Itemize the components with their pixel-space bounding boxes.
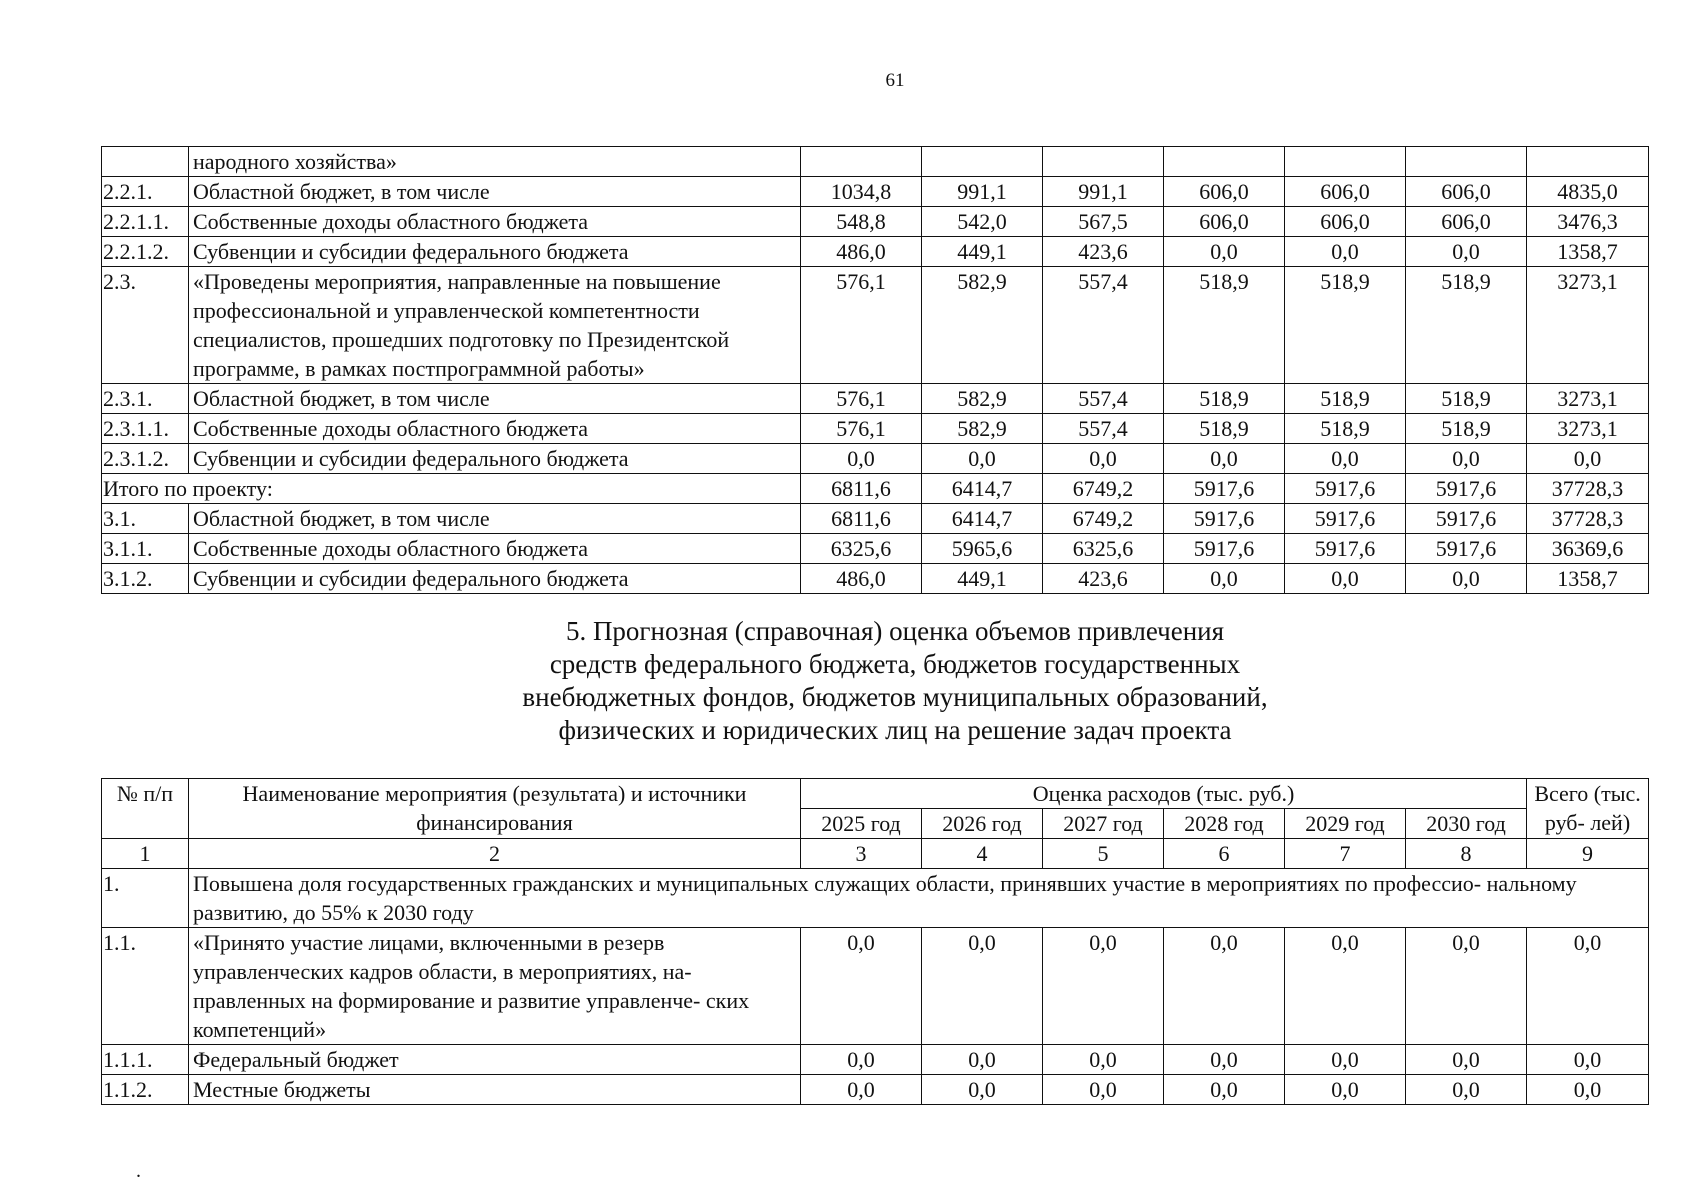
value-cell: 0,0 <box>1164 237 1285 267</box>
value-cell: 0,0 <box>922 1045 1043 1075</box>
value-cell: 0,0 <box>1164 928 1285 1045</box>
column-index: 7 <box>1285 839 1406 869</box>
row-name: Субвенции и субсидии федерального бюджета <box>189 444 801 474</box>
funding-table-header <box>102 779 1649 839</box>
value-cell: 606,0 <box>1285 207 1406 237</box>
value-cell: 518,9 <box>1164 384 1285 414</box>
value-cell: 606,0 <box>1285 177 1406 207</box>
value-cell <box>1285 147 1406 177</box>
row-name: Собственные доходы областного бюджета <box>189 534 801 564</box>
page-number: 61 <box>885 70 905 91</box>
value-cell <box>922 147 1043 177</box>
value-cell: 37728,3 <box>1527 474 1649 504</box>
table-row <box>102 237 1649 267</box>
value-cell: 449,1 <box>922 237 1043 267</box>
row-name: Собственные доходы областного бюджета <box>189 414 801 444</box>
value-cell: 542,0 <box>922 207 1043 237</box>
value-cell: 991,1 <box>922 177 1043 207</box>
value-cell: 0,0 <box>1406 1045 1527 1075</box>
total-row <box>102 474 1649 504</box>
row-code: 2.2.1.1. <box>102 207 189 237</box>
value-cell: 518,9 <box>1406 267 1527 384</box>
table-row <box>102 414 1649 444</box>
value-cell: 0,0 <box>1527 444 1649 474</box>
table-row <box>102 384 1649 414</box>
value-cell: 0,0 <box>801 928 922 1045</box>
column-index: 9 <box>1527 839 1649 869</box>
value-cell: 0,0 <box>801 444 922 474</box>
value-cell: 486,0 <box>801 237 922 267</box>
column-index: 3 <box>801 839 922 869</box>
value-cell: 548,8 <box>801 207 922 237</box>
value-cell: 0,0 <box>1164 1075 1285 1105</box>
value-cell: 606,0 <box>1406 177 1527 207</box>
table-row <box>102 504 1649 534</box>
row-code: 1.1. <box>102 928 189 1045</box>
value-cell: 0,0 <box>1527 1045 1649 1075</box>
value-cell: 0,0 <box>1043 928 1164 1045</box>
value-cell: 5917,6 <box>1164 474 1285 504</box>
value-cell <box>1527 147 1649 177</box>
row-code: 1.1.1. <box>102 1045 189 1075</box>
value-cell: 5917,6 <box>1406 474 1527 504</box>
value-cell: 557,4 <box>1043 414 1164 444</box>
header-number: № п/п <box>102 779 189 839</box>
row-name: «Принято участие лицами, включенными в резерв управленческих кадров области, в мероприятиях, на- правленных на формирование и развитие управленче- ских компетенций» <box>189 928 801 1045</box>
header-name: Наименование мероприятия (результата) и источники финансирования <box>189 779 801 839</box>
value-cell: 5917,6 <box>1406 534 1527 564</box>
value-cell: 518,9 <box>1285 267 1406 384</box>
value-cell: 557,4 <box>1043 267 1164 384</box>
value-cell: 5917,6 <box>1164 534 1285 564</box>
funding-estimate-table <box>101 778 1649 1105</box>
table-row <box>102 177 1649 207</box>
row-code: 2.3.1.1. <box>102 414 189 444</box>
value-cell: 0,0 <box>1406 564 1527 594</box>
row-code: 2.2.1.2. <box>102 237 189 267</box>
row-name: Местные бюджеты <box>189 1075 801 1105</box>
value-cell: 518,9 <box>1164 414 1285 444</box>
value-cell: 5965,6 <box>922 534 1043 564</box>
value-cell: 582,9 <box>922 414 1043 444</box>
value-cell: 0,0 <box>1164 444 1285 474</box>
value-cell: 5917,6 <box>1164 504 1285 534</box>
value-cell: 0,0 <box>1164 1045 1285 1075</box>
value-cell: 5917,6 <box>1285 534 1406 564</box>
column-index: 6 <box>1164 839 1285 869</box>
row-name: Субвенции и субсидии федерального бюджета <box>189 564 801 594</box>
value-cell: 0,0 <box>922 444 1043 474</box>
value-cell: 6811,6 <box>801 504 922 534</box>
value-cell: 3273,1 <box>1527 267 1649 384</box>
value-cell: 36369,6 <box>1527 534 1649 564</box>
value-cell: 5917,6 <box>1285 474 1406 504</box>
header-year: 2030 год <box>1406 809 1527 839</box>
row-code: 2.2.1. <box>102 177 189 207</box>
table-row <box>102 534 1649 564</box>
column-index: 4 <box>922 839 1043 869</box>
value-cell: 0,0 <box>1527 928 1649 1045</box>
value-cell: 486,0 <box>801 564 922 594</box>
value-cell: 582,9 <box>922 384 1043 414</box>
value-cell: 576,1 <box>801 414 922 444</box>
value-cell: 6811,6 <box>801 474 922 504</box>
value-cell: 576,1 <box>801 267 922 384</box>
value-cell <box>1164 147 1285 177</box>
column-index: 5 <box>1043 839 1164 869</box>
value-cell: 1034,8 <box>801 177 922 207</box>
row-name: Собственные доходы областного бюджета <box>189 207 801 237</box>
section-title-line: 5. Прогнозная (справочная) оценка объемов привлечения <box>565 616 1225 646</box>
row-name: народного хозяйства» <box>189 147 801 177</box>
section-row-text: Повышена доля государственных гражданских и муниципальных служащих области, принявших участие в мероприятиях по профессио- нальному развитию, до 55% к 2030 году <box>189 869 1649 928</box>
row-code: 3.1. <box>102 504 189 534</box>
value-cell: 6414,7 <box>922 504 1043 534</box>
value-cell: 5917,6 <box>1406 504 1527 534</box>
value-cell: 6325,6 <box>801 534 922 564</box>
row-code: 1. <box>102 869 189 928</box>
value-cell: 0,0 <box>1043 444 1164 474</box>
value-cell: 576,1 <box>801 384 922 414</box>
row-name: Областной бюджет, в том числе <box>189 177 801 207</box>
value-cell: 518,9 <box>1285 384 1406 414</box>
value-cell: 518,9 <box>1406 384 1527 414</box>
value-cell: 423,6 <box>1043 237 1164 267</box>
value-cell: 0,0 <box>1285 444 1406 474</box>
value-cell: 557,4 <box>1043 384 1164 414</box>
row-code: 3.1.2. <box>102 564 189 594</box>
section-row <box>102 869 1649 928</box>
value-cell: 0,0 <box>1043 1075 1164 1105</box>
stray-mark: . <box>136 1160 141 1182</box>
row-code <box>102 147 189 177</box>
row-name: Областной бюджет, в том числе <box>189 384 801 414</box>
value-cell: 0,0 <box>1285 928 1406 1045</box>
value-cell: 1358,7 <box>1527 237 1649 267</box>
value-cell: 6749,2 <box>1043 504 1164 534</box>
value-cell: 3273,1 <box>1527 414 1649 444</box>
value-cell: 0,0 <box>1043 1045 1164 1075</box>
value-cell <box>1043 147 1164 177</box>
column-index: 2 <box>189 839 801 869</box>
row-name: Федеральный бюджет <box>189 1045 801 1075</box>
table-row <box>102 928 1649 1045</box>
value-cell <box>1406 147 1527 177</box>
value-cell: 0,0 <box>1406 444 1527 474</box>
column-index: 1 <box>102 839 189 869</box>
column-index-row <box>102 839 1649 869</box>
row-code: 2.3. <box>102 267 189 384</box>
section-title-line: внебюджетных фондов, бюджетов муниципальных образований, <box>522 682 1268 712</box>
value-cell: 0,0 <box>1164 564 1285 594</box>
header-total: Всего (тыс. руб- лей) <box>1527 779 1649 839</box>
row-code: 3.1.1. <box>102 534 189 564</box>
value-cell: 0,0 <box>1285 237 1406 267</box>
budget-table-body <box>102 147 1649 594</box>
value-cell: 518,9 <box>1406 414 1527 444</box>
section-title-line: средств федерального бюджета, бюджетов государственных <box>549 649 1241 679</box>
total-label: Итого по проекту: <box>102 474 801 504</box>
funding-table-body <box>102 839 1649 1105</box>
header-year: 2026 год <box>922 809 1043 839</box>
value-cell: 518,9 <box>1164 267 1285 384</box>
table-row <box>102 147 1649 177</box>
value-cell: 606,0 <box>1406 207 1527 237</box>
table-row <box>102 207 1649 237</box>
value-cell: 37728,3 <box>1527 504 1649 534</box>
value-cell: 567,5 <box>1043 207 1164 237</box>
header-year: 2029 год <box>1285 809 1406 839</box>
table-row <box>102 1045 1649 1075</box>
row-name: Субвенции и субсидии федерального бюджета <box>189 237 801 267</box>
header-expense-estimate: Оценка расходов (тыс. руб.) <box>801 779 1527 809</box>
value-cell: 449,1 <box>922 564 1043 594</box>
value-cell: 6749,2 <box>1043 474 1164 504</box>
value-cell: 0,0 <box>1285 1075 1406 1105</box>
value-cell: 0,0 <box>1285 1045 1406 1075</box>
value-cell: 1358,7 <box>1527 564 1649 594</box>
table-row <box>102 444 1649 474</box>
value-cell: 0,0 <box>801 1045 922 1075</box>
value-cell: 3476,3 <box>1527 207 1649 237</box>
row-code: 1.1.2. <box>102 1075 189 1105</box>
value-cell: 0,0 <box>1406 1075 1527 1105</box>
value-cell: 0,0 <box>922 928 1043 1045</box>
value-cell: 606,0 <box>1164 177 1285 207</box>
section-title-line: физических и юридических лиц на решение задач проекта <box>558 715 1232 745</box>
row-name: «Проведены мероприятия, направленные на повышение профессиональной и управленческой компетентности специалистов, прошедших подготовку по Президентской программе, в рамках постпрограммной работы» <box>189 267 801 384</box>
value-cell: 0,0 <box>922 1075 1043 1105</box>
value-cell: 991,1 <box>1043 177 1164 207</box>
value-cell: 582,9 <box>922 267 1043 384</box>
value-cell: 606,0 <box>1164 207 1285 237</box>
value-cell: 0,0 <box>1406 237 1527 267</box>
table-row <box>102 267 1649 384</box>
value-cell: 4835,0 <box>1527 177 1649 207</box>
header-year: 2028 год <box>1164 809 1285 839</box>
value-cell: 423,6 <box>1043 564 1164 594</box>
header-year: 2025 год <box>801 809 922 839</box>
table-row <box>102 564 1649 594</box>
value-cell: 0,0 <box>1406 928 1527 1045</box>
row-name: Областной бюджет, в том числе <box>189 504 801 534</box>
value-cell: 6414,7 <box>922 474 1043 504</box>
row-code: 2.3.1. <box>102 384 189 414</box>
budget-table-continued <box>101 146 1649 594</box>
row-code: 2.3.1.2. <box>102 444 189 474</box>
value-cell: 3273,1 <box>1527 384 1649 414</box>
column-index: 8 <box>1406 839 1527 869</box>
value-cell: 0,0 <box>801 1075 922 1105</box>
value-cell: 0,0 <box>1285 564 1406 594</box>
value-cell <box>801 147 922 177</box>
table-row <box>102 1075 1649 1105</box>
section-title <box>0 615 1700 747</box>
value-cell: 6325,6 <box>1043 534 1164 564</box>
header-year: 2027 год <box>1043 809 1164 839</box>
value-cell: 5917,6 <box>1285 504 1406 534</box>
value-cell: 0,0 <box>1527 1075 1649 1105</box>
value-cell: 518,9 <box>1285 414 1406 444</box>
